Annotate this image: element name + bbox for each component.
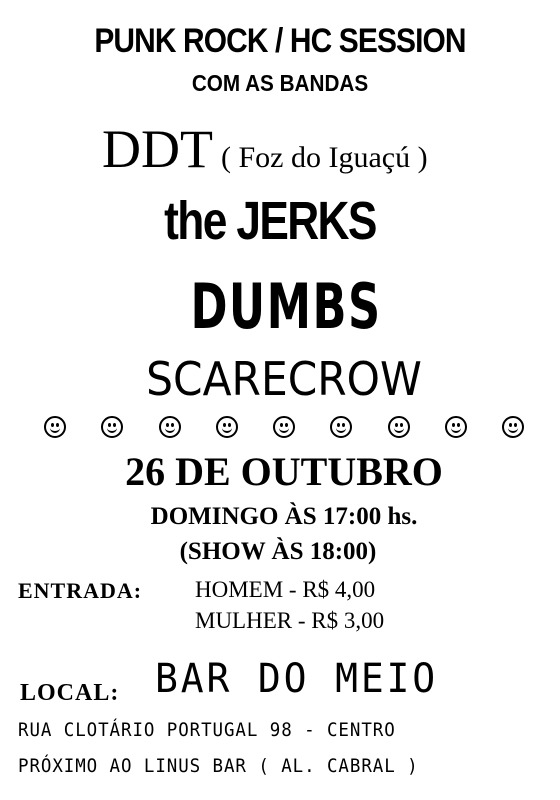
venue-reference: PRÓXIMO AO LINUS BAR ( AL. CABRAL )	[18, 755, 419, 777]
band-ddt-name: DDT	[102, 119, 213, 179]
smiley-face-icon	[216, 416, 238, 438]
smiley-mouth	[222, 425, 232, 433]
smiley-mouth	[50, 425, 60, 433]
smiley-mouth	[336, 425, 346, 433]
flyer-title: PUNK ROCK / HC SESSION	[94, 22, 466, 60]
band-the-jerks: the JERKS	[164, 191, 376, 251]
smiley-face-icon	[159, 416, 181, 438]
smiley-face-icon	[388, 416, 410, 438]
smiley-face-icon	[273, 416, 295, 438]
venue-label: LOCAL:	[20, 680, 120, 706]
flyer-subtitle: COM AS BANDAS	[191, 70, 369, 96]
event-date: 26 DE OUTUBRO	[125, 449, 443, 494]
price-men: HOMEM - R$ 4,00	[195, 577, 376, 602]
smiley-face-icon	[330, 416, 352, 438]
entrance-label: ENTRADA:	[18, 578, 143, 603]
smiley-face-icon	[101, 416, 123, 438]
smiley-mouth	[107, 425, 117, 433]
event-doors-time: DOMINGO ÀS 17:00 hs.	[150, 503, 418, 530]
smiley-face-icon	[44, 416, 66, 438]
smiley-mouth	[165, 425, 175, 433]
band-ddt	[102, 118, 428, 180]
band-ddt-origin: ( Foz do Iguaçú )	[220, 141, 428, 174]
smiley-mouth	[451, 425, 461, 433]
event-show-time: (SHOW ÀS 18:00)	[179, 538, 377, 565]
smiley-mouth	[508, 425, 518, 433]
smiley-face-icon	[502, 416, 524, 438]
price-women: MULHER - R$ 3,00	[195, 608, 385, 633]
smiley-mouth	[394, 425, 404, 433]
smiley-row	[44, 416, 524, 438]
smiley-mouth	[279, 425, 289, 433]
venue-name: BAR DO MEIO	[155, 656, 439, 702]
band-dumbs: DUMBS	[190, 270, 382, 343]
venue-address: RUA CLOTÁRIO PORTUGAL 98 - CENTRO	[18, 719, 396, 741]
smiley-face-icon	[445, 416, 467, 438]
band-scarecrow: SCARECROW	[146, 352, 422, 406]
